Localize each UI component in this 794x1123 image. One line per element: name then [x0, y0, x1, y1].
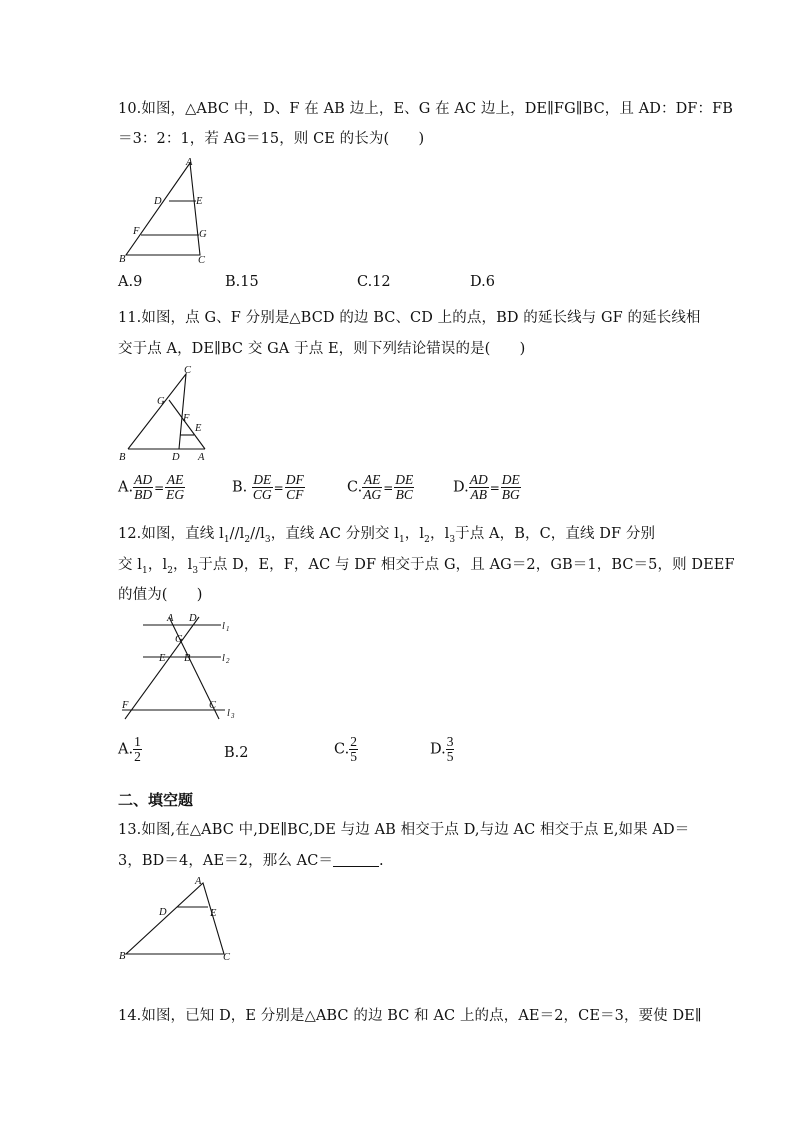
q13-answer-blank[interactable] [333, 852, 379, 867]
q11-label-g: G [157, 396, 165, 407]
q11-label-b: B [119, 452, 126, 462]
q10-label-d: D [154, 196, 162, 207]
q12-label-g: G [175, 634, 183, 645]
q13-line1: 13.如图,在△ABC 中,DE∥BC,DE 与边 AB 相交于点 D,与边 AC 相交于点 E,如果 AD＝ [118, 822, 690, 838]
q12-option-d-frac: $\frac{3}{5}$ [446, 734, 454, 764]
q11-option-d: D. $\frac{AD}{AB}$ = $\frac{DE}{BG}$ [453, 472, 520, 502]
q11-option-a-prefix: A. [118, 479, 134, 496]
q11-label-e: E [195, 423, 202, 434]
q10-option-d: D.6 [470, 274, 495, 290]
q12-option-d-prefix: D. [430, 741, 446, 758]
q11-line1: 11.如图，点 G、F 分别是△BCD 的边 BC、CD 上的点，BD 的延长线与 GF 的延长线相 [118, 310, 701, 326]
q12-option-a-prefix: A. [118, 741, 134, 758]
q10-line1: 10.如图，△ABC 中，D、F 在 AB 边上，E、G 在 AC 边上，DE∥FG∥BC，且 AD：DF：FB [118, 101, 733, 117]
q11-option-d-prefix: D. [453, 479, 469, 496]
q12-option-c [334, 735, 358, 764]
q12-label-f: F [122, 700, 129, 711]
q12-option-c-prefix: C. [334, 741, 350, 758]
q11-label-a: A [198, 452, 205, 462]
q12-label-l3-sub: 3 [231, 712, 235, 720]
q12-figure [115, 609, 245, 727]
q14-line1: 14.如图，已知 D，E 分别是△ABC 的边 BC 和 AC 上的点，AE＝2，CE＝3，要使 DE∥ [118, 1008, 702, 1024]
q10-option-b: B.15 [225, 274, 259, 290]
q13-label-e: E [210, 908, 217, 919]
q12-line3: 的值为( ) [118, 587, 203, 603]
q11-label-d: D [172, 452, 180, 462]
q10-label-a: A [186, 157, 193, 168]
q12-label-l3: l [227, 708, 230, 719]
q12-label-d: D [189, 613, 197, 624]
q13-label-a: A [195, 876, 202, 887]
q10-option-a: A.9 [118, 274, 143, 290]
q13-figure [112, 872, 242, 964]
q11-line2: 交于点 A，DE∥BC 交 GA 于点 E，则下列结论错误的是( ) [118, 341, 526, 357]
q10-label-e: E [196, 196, 203, 207]
q12-label-l2: l [222, 653, 225, 664]
q12-label-a: A [167, 613, 174, 624]
q11-label-c: C [184, 365, 192, 376]
q12-label-e: E [159, 653, 166, 664]
section-heading-fill-in: 二、填空题 [118, 791, 194, 809]
q12-option-b: B.2 [224, 745, 249, 761]
q12-line-df [125, 617, 199, 719]
q12-label-b: B [184, 653, 191, 664]
q13-line2: 3，BD＝4，AE＝2，那么 AC＝ . [118, 853, 384, 869]
q11-option-d-frac2: $\frac{DE}{BG}$ [501, 472, 520, 502]
q12-label-l1-sub: 1 [226, 625, 230, 633]
q11-option-b-frac1: $\frac{DE}{CG}$ [252, 472, 272, 502]
q10-label-f: F [133, 226, 140, 237]
q11-option-d-frac1: $\frac{AD}{AB}$ [469, 472, 488, 502]
q10-line2: ＝3：2：1，若 AG＝15，则 CE 的长为( ) [118, 131, 425, 147]
q10-label-c: C [198, 255, 206, 266]
q11-option-b: B. $\frac{DE}{CG}$ = $\frac{DF}{CF}$ [232, 472, 304, 502]
q11-figure [112, 362, 212, 462]
q10-label-b: B [119, 254, 126, 265]
q10-figure [112, 155, 222, 267]
q12-label-l2-sub: 2 [226, 657, 230, 665]
q12-option-d [430, 735, 454, 764]
q13-label-b: B [119, 951, 126, 962]
q10-label-g: G [199, 229, 207, 240]
q13-label-d: D [159, 907, 167, 918]
q11-option-a-frac1: $\frac{AD}{BD}$ [134, 472, 153, 502]
q12-option-a [118, 735, 142, 764]
q11-option-b-prefix: B. [232, 479, 248, 496]
q11-option-c-prefix: C. [347, 479, 363, 496]
q11-option-a-frac2: $\frac{AE}{EG}$ [166, 472, 185, 502]
q10-option-c: C.12 [357, 274, 391, 290]
q12-label-l1: l [222, 621, 225, 632]
q10-triangle [126, 163, 200, 255]
q11-option-b-frac2: $\frac{DF}{CF}$ [285, 472, 304, 502]
q13-label-c: C [223, 952, 231, 963]
q11-option-c: C. $\frac{AE}{AG}$ = $\frac{DE}{BC}$ [347, 472, 414, 502]
q11-label-f: F [183, 413, 190, 424]
q12-line2: 交 $l_1$，$l_2$，$l_3$于点 D，E，F，AC 与 DF 相交于点 G，且 AG＝2，GB＝1，BC＝5，则 DEEF [118, 557, 735, 576]
q12-line1: 12.如图，直线 $l_1//l_2//l_3$，直线 AC 分别交 $l_1$，$l_2$，$l_3$于点 A，B，C，直线 DF 分别 [118, 526, 656, 545]
q11-option-c-frac2: $\frac{DE}{BC}$ [395, 472, 414, 502]
q12-label-c: C [209, 700, 217, 711]
q11-option-a: A. $\frac{AD}{BD}$ = $\frac{AE}{EG}$ [118, 472, 185, 502]
q12-option-c-frac: $\frac{2}{5}$ [350, 734, 357, 764]
q12-option-a-frac: $\frac{1}{2}$ [134, 734, 141, 764]
q11-option-c-frac1: $\frac{AE}{AG}$ [363, 472, 382, 502]
